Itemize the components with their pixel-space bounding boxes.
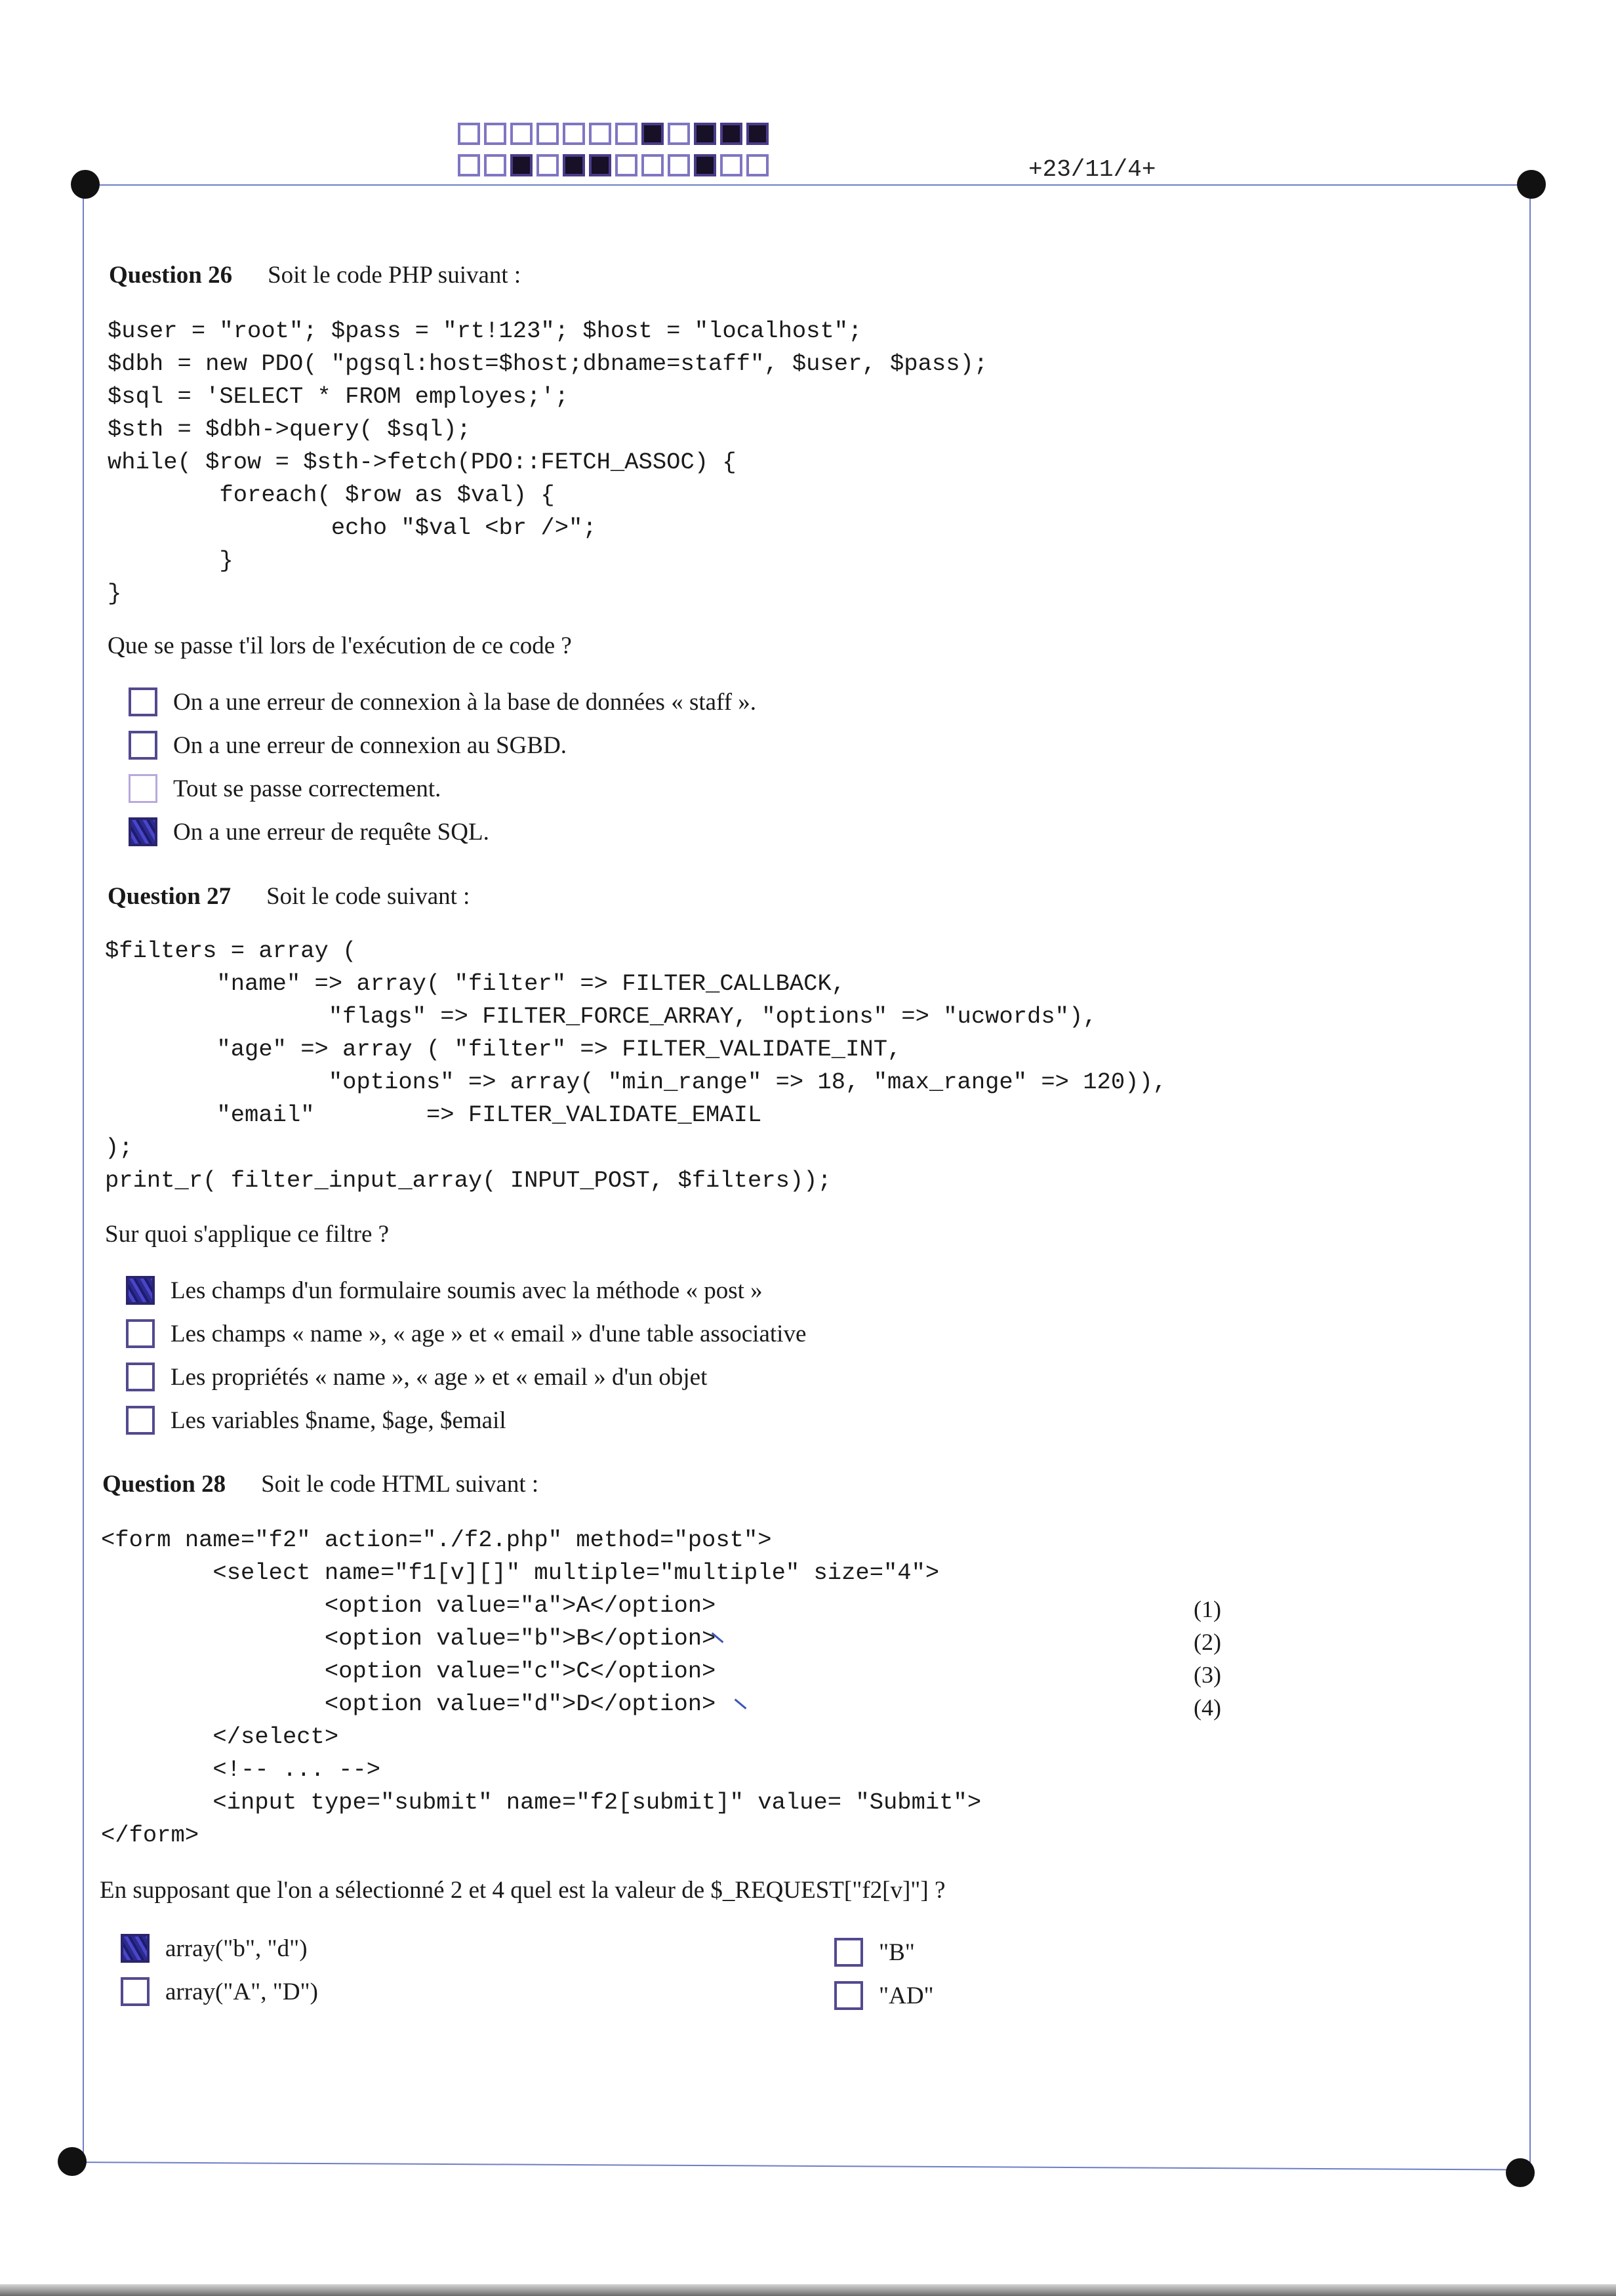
- answer-option[interactable]: [126, 1399, 806, 1442]
- answer-option[interactable]: [121, 1970, 318, 2013]
- answer-label: Les propriétés « name », « age » et « email » d'un objet: [171, 1363, 708, 1391]
- code-bit-empty: [563, 123, 585, 145]
- answer-label: On a une erreur de requête SQL.: [173, 818, 489, 846]
- answer-label: array("A", "D"): [165, 1978, 318, 2005]
- code-bit-empty: [720, 154, 742, 176]
- answer-label: "AD": [879, 1982, 934, 2009]
- code-bit-empty: [668, 123, 690, 145]
- line-marker: (1): [1194, 1596, 1221, 1622]
- code-bit-empty: [484, 123, 506, 145]
- question-prompt: Que se passe t'il lors de l'exécution de ce code ?: [108, 632, 572, 659]
- code-bit-filled: [510, 154, 533, 176]
- line-marker: (4): [1194, 1694, 1221, 1721]
- question-intro: Soit le code PHP suivant :: [268, 262, 521, 289]
- question-intro: Soit le code suivant :: [266, 883, 470, 910]
- answer-checkbox-checked[interactable]: [121, 1934, 150, 1963]
- html-code-block: <form name="f2" action="./f2.php" method="post"> <select name="f1[v][]" multiple="multiple" size="4"> <option value="a">A</option> <option value="b">B</option> <option value="c">C</option> <option value="d">D</option> </select> <!-- ... --> <input type="submit" name="f2[submit]" value= "Submit"> </form>: [101, 1527, 982, 1849]
- php-code-block: $filters = array ( "name" => array( "filter" => FILTER_CALLBACK, "flags" => FILTER_FORCE_ARRAY, "options" => "ucwords"), "age" => array ( "filter" => FILTER_VALIDATE_INT, "options" => array( "min_range" => 18, "max_range" => 120)), "email" => FILTER_VALIDATE_EMAIL ); print_r( filter_input_array( INPUT_POST, $filters));: [105, 937, 1167, 1194]
- answer-list: [129, 680, 756, 853]
- answer-label: Les variables $name, $age, $email: [171, 1406, 506, 1434]
- code-bit-empty: [746, 154, 769, 176]
- code-bit-empty: [536, 154, 559, 176]
- answer-label: array("b", "d"): [165, 1935, 308, 1962]
- answer-checkbox[interactable]: [129, 731, 157, 760]
- answer-list-left: [121, 1927, 318, 2013]
- answer-checkbox-checked[interactable]: [126, 1276, 155, 1305]
- code-bit-filled: [720, 123, 742, 145]
- question-intro: Soit le code HTML suivant :: [261, 1471, 539, 1498]
- answer-option[interactable]: [129, 724, 756, 767]
- answer-checkbox-checked[interactable]: [129, 817, 157, 846]
- code-bit-empty: [615, 123, 637, 145]
- answer-checkbox[interactable]: [121, 1977, 150, 2006]
- code-bit-empty: [458, 123, 480, 145]
- code-bit-empty: [641, 154, 664, 176]
- code-bit-empty: [615, 154, 637, 176]
- answer-option[interactable]: [834, 1974, 934, 2017]
- binary-code-row-2: [458, 154, 769, 176]
- frame-right-line: [1529, 184, 1531, 2172]
- code-bit-empty: [668, 154, 690, 176]
- corner-mark-top-left: [71, 170, 100, 199]
- php-code-block: $user = "root"; $pass = "rt!123"; $host = "localhost"; $dbh = new PDO( "pgsql:host=$host;dbname=staff", $user, $pass); $sql = 'SELECT * FROM employes;'; $sth = $dbh->query( $sql); while( $row = $sth->fetch(PDO::FETCH_ASSOC) { foreach( $row as $val) { echo "$val <br />"; } }: [108, 318, 988, 607]
- corner-mark-bottom-left: [58, 2147, 87, 2176]
- answer-checkbox[interactable]: [129, 687, 157, 716]
- frame-bottom-line: [70, 2162, 1519, 2171]
- code-bit-filled: [746, 123, 769, 145]
- answer-label: Les champs d'un formulaire soumis avec la méthode « post »: [171, 1277, 763, 1304]
- code-bit-empty: [589, 123, 611, 145]
- answer-option[interactable]: [126, 1269, 806, 1312]
- answer-checkbox[interactable]: [834, 1938, 863, 1967]
- answer-checkbox[interactable]: [126, 1406, 155, 1435]
- code-bit-filled: [563, 154, 585, 176]
- answer-option[interactable]: [834, 1931, 934, 1974]
- code-bit-filled: [694, 123, 716, 145]
- answer-label: Les champs « name », « age » et « email » d'une table associative: [171, 1320, 807, 1347]
- answer-label: On a une erreur de connexion au SGBD.: [173, 731, 567, 759]
- answer-label: On a une erreur de connexion à la base de données « staff ».: [173, 688, 757, 716]
- exam-id: +23/11/4+: [1028, 156, 1156, 183]
- answer-option[interactable]: [121, 1927, 318, 1970]
- corner-mark-bottom-right: [1506, 2158, 1535, 2187]
- code-bit-empty: [484, 154, 506, 176]
- answer-option[interactable]: [129, 767, 756, 810]
- binary-code-row-1: [458, 123, 769, 145]
- answer-list: [126, 1269, 806, 1442]
- frame-top-line: [85, 184, 1533, 186]
- line-marker: (3): [1194, 1662, 1221, 1688]
- answer-option[interactable]: [129, 680, 756, 724]
- line-marker: (2): [1194, 1629, 1221, 1655]
- question-heading: [108, 882, 470, 911]
- code-bit-filled: [694, 154, 716, 176]
- code-bit-filled: [641, 123, 664, 145]
- answer-checkbox[interactable]: [834, 1981, 863, 2010]
- answer-label: Tout se passe correctement.: [173, 775, 441, 802]
- question-heading: [109, 261, 521, 289]
- question-prompt: En supposant que l'on a sélectionné 2 et 4 quel est la valeur de $_REQUEST["f2[v]"] ?: [100, 1877, 946, 1904]
- answer-checkbox[interactable]: [126, 1363, 155, 1391]
- answer-option[interactable]: [126, 1355, 806, 1399]
- code-bit-filled: [589, 154, 611, 176]
- answer-list-right: [834, 1931, 934, 2017]
- answer-label: "B": [879, 1938, 915, 1966]
- corner-mark-top-right: [1517, 170, 1546, 199]
- answer-option[interactable]: [129, 810, 756, 853]
- question-number: Question 26: [109, 262, 233, 289]
- answer-option[interactable]: [126, 1312, 806, 1355]
- code-bit-empty: [536, 123, 559, 145]
- code-bit-empty: [458, 154, 480, 176]
- question-number: Question 28: [102, 1471, 226, 1498]
- question-heading: [102, 1470, 538, 1498]
- answer-checkbox[interactable]: [129, 774, 157, 803]
- question-prompt: Sur quoi s'applique ce filtre ?: [105, 1221, 390, 1248]
- scan-bottom-edge: [0, 2284, 1616, 2296]
- question-number: Question 27: [108, 883, 232, 910]
- answer-checkbox[interactable]: [126, 1319, 155, 1348]
- code-bit-empty: [510, 123, 533, 145]
- frame-left-line: [83, 184, 84, 2162]
